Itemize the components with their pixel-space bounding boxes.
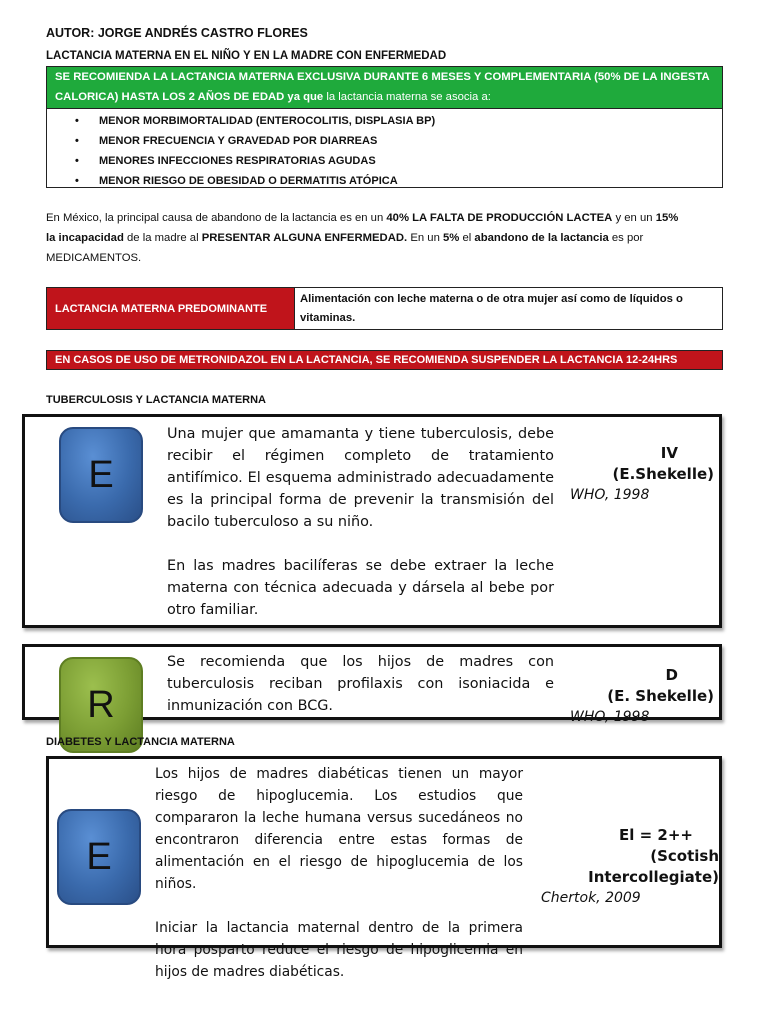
list-item: • MENOR RIESGO DE OBESIDAD O DERMATITIS ATÓPICA <box>47 171 722 191</box>
tb-evidence-text: Una mujer que amamanta y tiene tuberculosis, debe recibir el régimen completo de tratamiento antifímico. El esquema administrado adecuadamente es la principal forma de prevenir la transmisión del bacilo tuberculoso a su niño. En las madres bacilíferas se debe extraer la leche materna con técnica adecuada y dársela al bebe por otro familiar. <box>167 426 554 618</box>
tb-evidence-box <box>22 414 722 628</box>
bullet: • <box>75 135 79 147</box>
bullet: • <box>75 115 79 127</box>
bullet: • <box>75 175 79 187</box>
tb-evidence-grade: IV (E.Shekelle) WHO, 1998 <box>570 444 714 503</box>
definition-label: LACTANCIA MATERNA PREDOMINANTE <box>47 288 295 329</box>
evidence-badge-icon: E <box>59 427 143 523</box>
recommendation-badge-icon: R <box>59 657 143 753</box>
metronidazole-warning: EN CASOS DE USO DE METRONIDAZOL EN LA LACTANCIA, SE RECOMIENDA SUSPENDER LA LACTANCIA 12-24HRS <box>46 350 723 370</box>
bullet: • <box>75 155 79 167</box>
diabetes-evidence-grade: El = 2++ (Scotish Intercollegiate) Chertok, 2009 <box>541 826 719 906</box>
benefits-list <box>47 109 722 191</box>
recommendation-heading <box>47 67 722 109</box>
tb-recommendation-box <box>22 644 722 726</box>
evidence-badge-icon: E <box>57 809 141 905</box>
diabetes-evidence-text: Los hijos de madres diabéticas tienen un mayor riesgo de hipoglucemia. Los estudios que compararon la leche humana versus sucedáneos no encontraron diferencia entre estas formas de alimentación en el riesgo de hipoglucemia de los niños. Iniciar la lactancia maternal dentro de la primera hora posparto reduce el riesgo de hipoglicemia en hijos de madres diabéticas. <box>155 766 523 980</box>
recommendation-heading-bold: SE RECOMIENDA LA LACTANCIA MATERNA EXCLUSIVA DURANTE 6 MESES Y COMPLEMENTARIA (50% DE LA INGESTA CALORICA) HASTA LOS 2 AÑOS DE EDAD ya que <box>55 71 710 103</box>
list-item: • MENORES INFECCIONES RESPIRATORIAS AGUDAS <box>47 151 722 171</box>
tb-recommendation-grade: D (E. Shekelle) WHO, 1998 <box>570 666 714 725</box>
recommendation-box <box>46 66 723 188</box>
tb-recommendation-text: Se recomienda que los hijos de madres con tuberculosis reciban profilaxis con isoniacida e inmunización con BCG. <box>167 654 554 714</box>
diabetes-heading: DIABETES Y LACTANCIA MATERNA <box>46 736 235 748</box>
abandonment-paragraph: En México, la principal causa de abandono de la lactancia es en un 40% LA FALTA DE PRODUCCIÓN LACTEA y en un 15% la incapacidad de la madre al PRESENTAR ALGUNA ENFERMEDAD. En un 5% el abandono de la lactancia es por MEDICAMENTOS. <box>46 212 679 264</box>
recommendation-heading-normal: la lactancia materna se asocia a: <box>326 91 491 103</box>
diabetes-evidence-box <box>46 756 722 980</box>
definition-row <box>46 287 723 330</box>
list-item: • MENOR MORBIMORTALIDAD (ENTEROCOLITIS, DISPLASIA BP) <box>47 111 722 131</box>
document-title: LACTANCIA MATERNA EN EL NIÑO Y EN LA MADRE CON ENFERMEDAD <box>46 50 447 62</box>
definition-text: Alimentación con leche materna o de otra mujer así como de líquidos o vitaminas. <box>300 293 683 324</box>
list-item: • MENOR FRECUENCIA Y GRAVEDAD POR DIARREAS <box>47 131 722 151</box>
author-line: AUTOR: JORGE ANDRÉS CASTRO FLORES <box>46 26 308 40</box>
tuberculosis-heading: TUBERCULOSIS Y LACTANCIA MATERNA <box>46 394 266 406</box>
